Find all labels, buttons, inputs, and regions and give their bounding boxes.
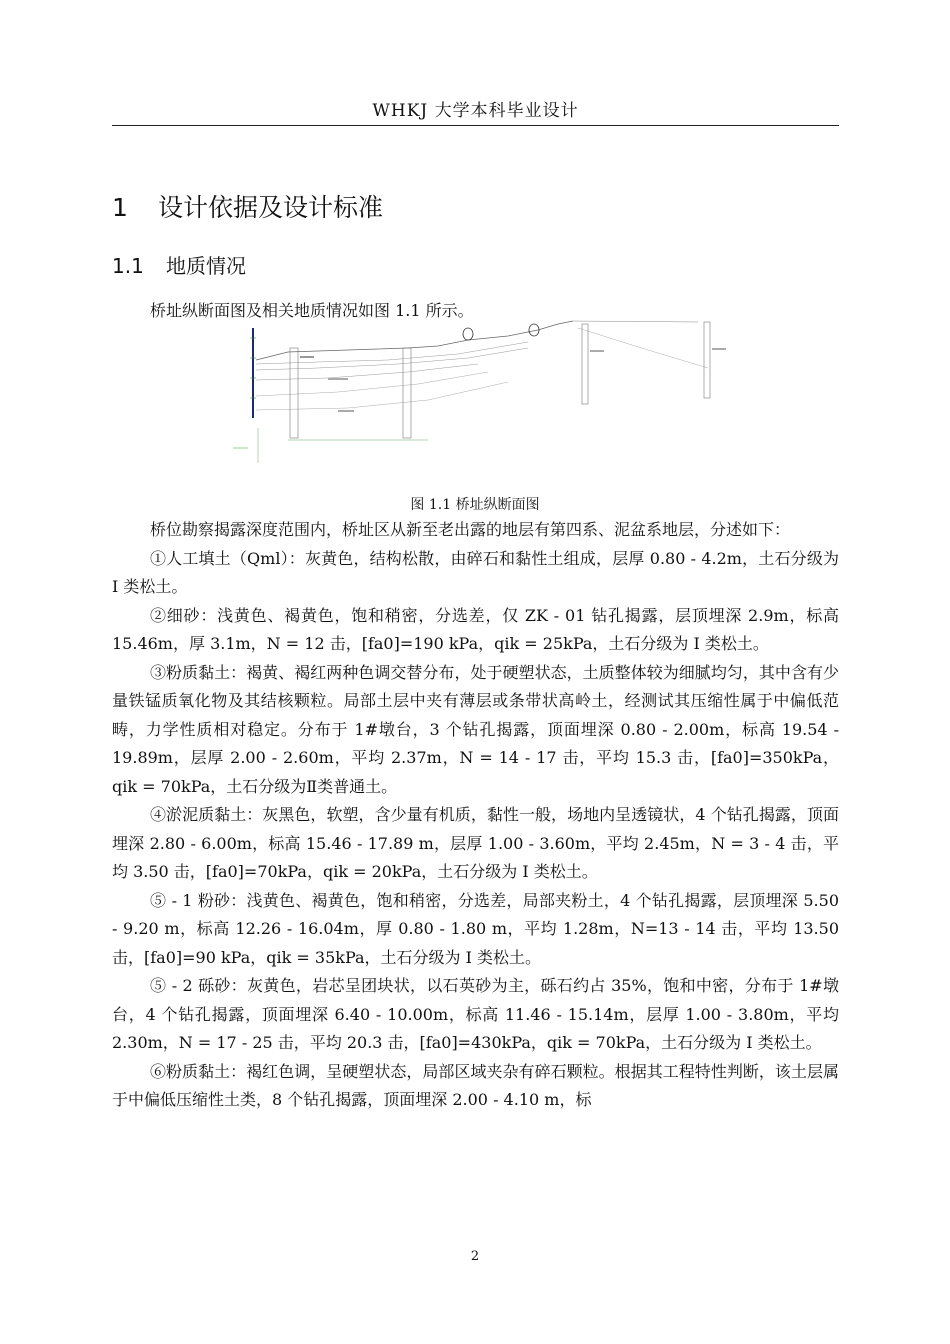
ground-line xyxy=(256,321,573,360)
stratum-line xyxy=(256,364,478,380)
paragraph-silty-clay-red: ⑥粉质黏土：褐红色调，呈硬塑状态，局部区域夹杂有碎石颗粒。根据其工程特性判断，该土层属于中偏低压缩性土类，8 个钻孔揭露，顶面埋深 2.00 - 4.10 m，标 xyxy=(112,1061,839,1109)
stratum-line xyxy=(256,348,528,370)
page-header: WHKJ 大学本科毕业设计 xyxy=(372,101,579,121)
paragraph-fine-sand: ②细砂：浅黄色、褐黄色，饱和稍密，分选差，仅 ZK - 01 钻孔揭露，层顶埋深 2.9m，标高 15.46m，厚 3.1m，N = 12 击，[fa0]=190 kPa，qik = 25kPa，土石分级为 I 类松土。 xyxy=(112,605,839,653)
label-mark xyxy=(338,410,354,412)
label-mark xyxy=(590,350,604,352)
bridge-profile-figure xyxy=(228,318,728,468)
page-number: 2 xyxy=(470,1249,480,1264)
stratum-line xyxy=(578,328,708,368)
paragraph-gravel-sand: ⑤ - 2 砾砂：灰黄色，岩芯呈团块状，以石英砂为主，砾石约占 35%，饱和中密，分布于 1#墩台，4 个钻孔揭露，顶面埋深 6.40 - 10.00m，标高 11.46 - 15.14m，层厚 1.00 - 3.80m，平均 2.30m，N = 17 - 25 击，平均 20.3 击，[fa0]=430kPa，qik = 70kPa，土石分级为 I 类松土。 xyxy=(112,976,839,1052)
figure-caption: 图 1.1 桥址纵断面图 xyxy=(410,497,540,513)
stratum-line xyxy=(256,372,488,396)
label-mark xyxy=(712,348,726,350)
upper-terrain-line xyxy=(573,321,698,322)
chapter-heading xyxy=(112,188,383,224)
label-mark xyxy=(300,356,314,358)
paragraph-silty-sand: ⑤ - 1 粉砂：浅黄色、褐黄色，饱和稍密，分选差，局部夹粉土，4 个钻孔揭露，层顶埋深 5.50 - 9.20 m，标高 12.26 - 16.04m，厚 0.80 - 1.80 m，平均 1.28m，N=13 - 14 击，平均 13.50 击，[fa0]=90 kPa，qik = 35kPa，土石分级为 I 类松土。 xyxy=(112,890,839,967)
paragraph-silty-clay: ③粉质黏土：褐黄、褐红两种色调交替分布，处于硬塑状态，土质整体较为细腻均匀，其中含有少量铁锰质氧化物及其结核颗粒。局部土层中夹有薄层或条带状高岭土，经测试其压缩性属于中偏低范畴，力学性质相对稳定。分布于 1#墩台，3 个钻孔揭露，顶面埋深 0.80 - 2.00m，标高 19.54 - 19.89m，层厚 2.00 - 2.60m，平均 2.37m，N = 14 - 17 击，平均 15.3 击，[fa0]=350kPa，qik = 70kPa，土石分级为Ⅱ类普通土。 xyxy=(112,662,839,796)
body-text xyxy=(112,516,839,1115)
borehole-column xyxy=(290,348,298,438)
chapter-number: 1 xyxy=(112,193,128,222)
paragraph-mucky-clay: ④淤泥质黏土：灰黑色，软塑，含少量有机质，黏性一般，场地内呈透镜状，4 个钻孔揭露，顶面埋深 2.80 - 6.00m，标高 15.46 - 17.89 m，层厚 1.00 - 3.60m，平均 2.45m，N = 3 - 4 击，平均 3.50 击，[fa0]=70kPa，qik = 20kPa，土石分级为 I 类松土。 xyxy=(112,805,839,881)
borehole-column xyxy=(704,322,710,398)
stratum-line xyxy=(256,342,528,364)
intro-paragraph: 桥址纵断面图及相关地质情况如图 1.1 所示。 xyxy=(150,301,474,320)
borehole-column xyxy=(582,324,588,404)
section-title: 地质情况 xyxy=(166,254,246,278)
paragraph-overview: 桥位勘察揭露深度范围内，桥址区从新至老出露的地层有第四系、泥盆系地层，分述如下： xyxy=(150,520,791,539)
header-divider xyxy=(112,125,839,126)
section-number: 1.1 xyxy=(112,254,144,278)
paragraph-fill-soil: ①人工填土（Qml）：灰黄色，结构松散，由碎石和黏性土组成，层厚 0.80 - 4.2m，土石分级为 I 类松土。 xyxy=(112,548,839,596)
label-mark xyxy=(328,378,348,380)
chapter-title: 设计依据及设计标准 xyxy=(158,193,384,222)
borehole-column xyxy=(403,348,411,438)
pier-symbol xyxy=(463,328,473,340)
stratum-line xyxy=(256,382,508,410)
section-heading xyxy=(112,250,246,279)
